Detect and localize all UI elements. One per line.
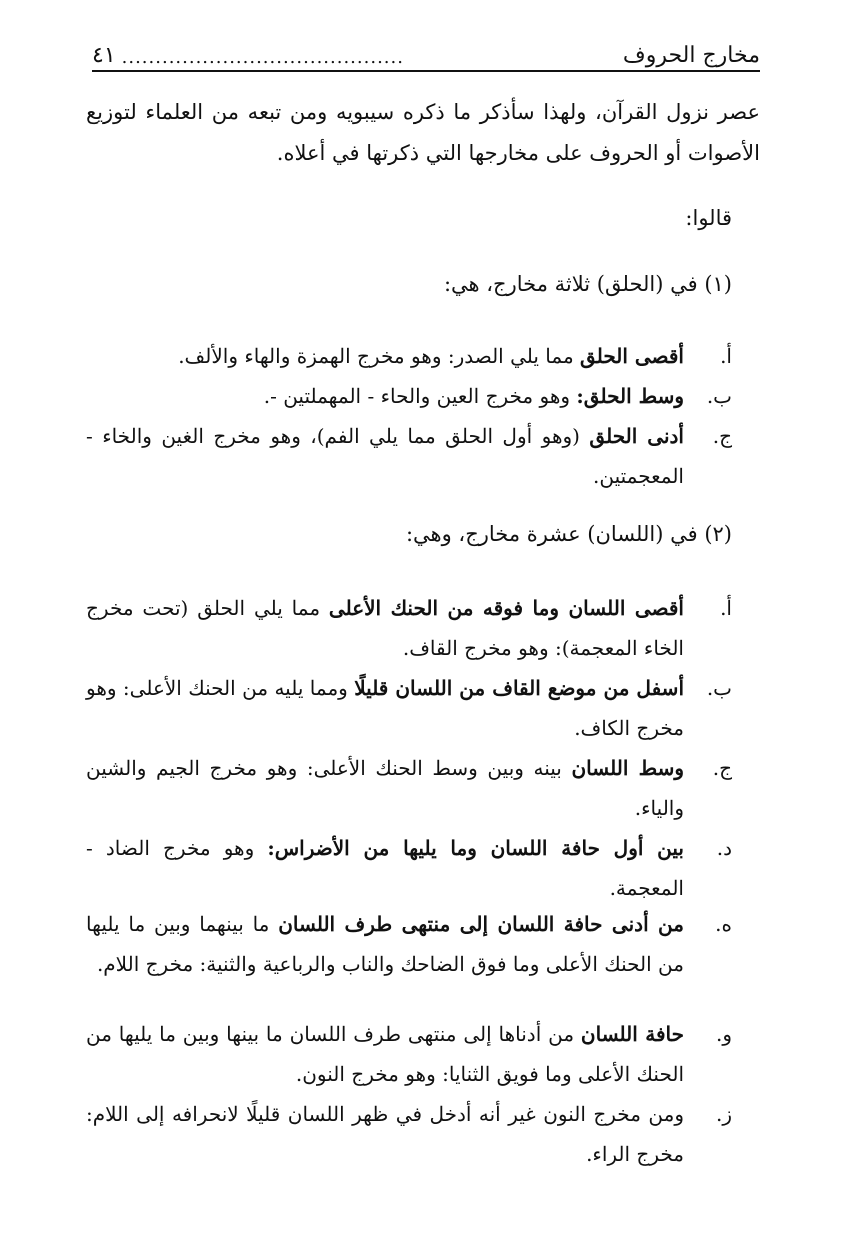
item-text: وسط الحلق: وهو مخرج العين والحاء - المهملتين -. [263, 384, 684, 408]
item-marker: أ. [720, 344, 732, 368]
section-2-item [86, 668, 732, 748]
section-2-item [86, 588, 732, 668]
section-2-item [86, 828, 732, 908]
item-text: أقصى اللسان وما فوقه من الحنك الأعلى مما يلي الحلق (تحت مخرج الخاء المعجمة): وهو مخرج القاف. [86, 596, 684, 660]
page-number: ٤١ [92, 43, 116, 68]
running-header [92, 28, 760, 72]
item-marker: و. [715, 1022, 732, 1046]
intro-paragraph: عصر نزول القرآن، ولهذا سأذكر ما ذكره سيبويه ومن تبعه من العلماء لتوزيع الأصوات أو الحروف على مخارجها التي ذكرتها في أعلاه. [86, 100, 760, 165]
item-marker: ز. [715, 1102, 732, 1126]
item-marker: ب. [706, 676, 732, 700]
item-marker: ج. [712, 756, 732, 780]
item-marker: ب. [706, 384, 732, 408]
section-2-item [86, 748, 732, 828]
item-text: بين أول حافة اللسان وما يليها من الأضراس: وهو مخرج الضاد - المعجمة. [86, 836, 684, 900]
item-text: ومن مخرج النون غير أنه أدخل في ظهر اللسان قليلًا لانحرافه إلى اللام: مخرج الراء. [86, 1102, 684, 1166]
item-text: أقصى الحلق مما يلي الصدر: وهو مخرج الهمزة والهاء والألف. [178, 344, 684, 368]
qalu-label: قالوا: [685, 206, 732, 230]
item-marker: د. [716, 836, 732, 860]
section-2-item [86, 1094, 732, 1174]
item-text: من أدنى حافة اللسان إلى منتهى طرف اللسان ما بينهما وبين ما يليها من الحنك الأعلى وما فوق الضاحك والناب والرباعية والثنية: مخرج اللام. [86, 912, 684, 976]
item-marker: ه. [715, 912, 732, 936]
item-text: حافة اللسان من أدناها إلى منتهى طرف اللسان ما بينها وبين ما يليها من الحنك الأعلى وما فويق الثنايا: وهو مخرج النون. [86, 1022, 684, 1086]
item-text: أدنى الحلق (وهو أول الحلق مما يلي الفم)، وهو مخرج الغين والخاء - المعجمتين. [86, 424, 684, 488]
section-1-item [150, 336, 732, 376]
section-2-title: (٢) في (اللسان) عشرة مخارج، وهي: [405, 522, 732, 546]
item-text: أسفل من موضع القاف من اللسان قليلًا ومما يليه من الحنك الأعلى: وهو مخرج الكاف. [86, 676, 685, 740]
header-leader-dots: .......................................... [121, 47, 404, 68]
section-1-item [150, 376, 732, 416]
section-2-item [86, 904, 732, 984]
item-text: وسط اللسان بينه وبين وسط الحنك الأعلى: وهو مخرج الجيم والشين والياء. [86, 756, 684, 820]
header-title: مخارج الحروف [622, 43, 760, 68]
section-2-item [86, 1014, 732, 1094]
item-marker: أ. [720, 596, 732, 620]
section-1-title: (١) في (الحلق) ثلاثة مخارج، هي: [443, 272, 732, 296]
item-marker: ج. [712, 424, 732, 448]
section-1-item [86, 416, 732, 496]
